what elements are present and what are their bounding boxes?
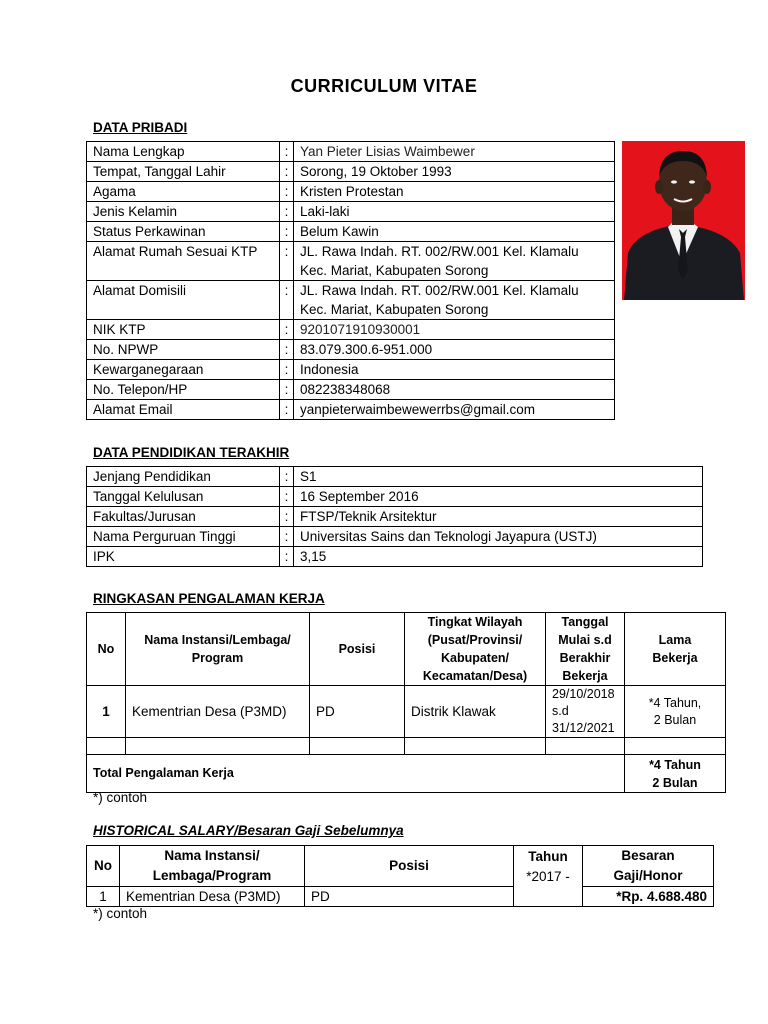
table-row [87,162,615,182]
value-line: Kristen Protestan [300,184,404,199]
row-value [294,182,615,202]
row-colon: : [280,507,294,527]
value-line: 83.079.300.6-951.000 [300,342,433,357]
table-row [87,547,703,567]
row-label: Kewarganegaraan [87,360,280,380]
col-header-no: No [87,846,120,887]
table-row [87,222,615,242]
work-experience-table [86,612,726,793]
row-colon: : [280,340,294,360]
cell-posisi: PD [310,686,405,738]
table-row [87,467,703,487]
row-value: S1 [294,467,703,487]
row-colon: : [280,281,294,320]
row-value: Universitas Sains dan Teknologi Jayapura (USTJ) [294,527,703,547]
row-label: Alamat Email [87,400,280,420]
page-title: CURRICULUM VITAE [290,76,478,96]
value-line: Yan Pieter Lisias Waimbewer [300,144,475,159]
value-line: JL. Rawa Indah. RT. 002/RW.001 Kel. Klamalu [300,244,579,259]
row-label: Status Perkawinan [87,222,280,242]
total-value: *4 Tahun 2 Bulan [625,755,726,793]
value-line: Sorong, 19 Oktober 1993 [300,164,452,179]
row-colon: : [280,487,294,507]
row-value [294,400,615,420]
portrait-illustration [622,141,745,300]
row-label: Fakultas/Jurusan [87,507,280,527]
cell-tanggal: 29/10/2018 s.d 31/12/2021 [546,686,625,738]
value-line: JL. Rawa Indah. RT. 002/RW.001 Kel. Klamalu [300,283,579,298]
table-row [87,360,615,380]
col-header-wilayah: Tingkat Wilayah (Pusat/Provinsi/ Kabupaten/ Kecamatan/Desa) [405,613,546,686]
row-value [294,222,615,242]
value-line: Kec. Mariat, Kabupaten Sorong [300,263,489,278]
education-table [86,466,703,567]
row-label: Tanggal Kelulusan [87,487,280,507]
table-row-total [87,755,726,793]
row-colon: : [280,242,294,281]
row-label: No. NPWP [87,340,280,360]
row-value: FTSP/Teknik Arsitektur [294,507,703,527]
value-line: Laki-laki [300,204,350,219]
row-label: Alamat Rumah Sesuai KTP [87,242,280,281]
table-row [87,202,615,222]
row-colon: : [280,202,294,222]
value-line: 9201071910930001 [300,322,421,337]
table-row [87,320,615,340]
row-value [294,281,615,320]
row-colon: : [280,360,294,380]
row-label: Jenis Kelamin [87,202,280,222]
row-value: 3,15 [294,547,703,567]
table-row [87,142,615,162]
table-row [87,380,615,400]
cell-no: 1 [87,887,120,907]
col-header-tahun: Tahun *2017 - [514,846,583,907]
col-header-instansi: Nama Instansi/Lembaga/ Program [126,613,310,686]
row-label: Tempat, Tanggal Lahir [87,162,280,182]
row-value [294,320,615,340]
cell-instansi: Kementrian Desa (P3MD) [120,887,305,907]
row-value [294,162,615,182]
value-line: Kec. Mariat, Kabupaten Sorong [300,302,489,317]
table-row [87,281,615,320]
row-label: NIK KTP [87,320,280,340]
row-value [294,380,615,400]
col-header-lama: Lama Bekerja [625,613,726,686]
row-colon: : [280,182,294,202]
row-colon: : [280,142,294,162]
row-label: Alamat Domisili [87,281,280,320]
cell-no: 1 [87,686,126,738]
table-row [87,400,615,420]
footnote-kerja: *) contoh [93,790,148,805]
row-label: Nama Perguruan Tinggi [87,527,280,547]
row-colon: : [280,467,294,487]
cell-lama: *4 Tahun, 2 Bulan [625,686,726,738]
salary-table [86,845,714,907]
table-row [87,527,703,547]
footnote-gaji: *) contoh [93,906,148,921]
table-header-row [87,613,726,686]
row-value [294,242,615,281]
row-label: Jenjang Pendidikan [87,467,280,487]
row-colon: : [280,380,294,400]
value-line: yanpieterwaimbewewerrbs@gmail.com [300,402,536,417]
row-value [294,202,615,222]
cell-wilayah: Distrik Klawak [405,686,546,738]
profile-photo [622,141,745,300]
section-heading-pengalaman: RINGKASAN PENGALAMAN KERJA [93,591,325,606]
table-row [87,507,703,527]
section-heading-pribadi: DATA PRIBADI [93,120,188,135]
row-value [294,340,615,360]
table-row [87,182,615,202]
cell-instansi: Kementrian Desa (P3MD) [126,686,310,738]
table-row-empty [87,738,726,755]
value-line: Belum Kawin [300,224,379,239]
row-colon: : [280,162,294,182]
col-header-tanggal: Tanggal Mulai s.d Berakhir Bekerja [546,613,625,686]
section-heading-gaji: HISTORICAL SALARY/Besaran Gaji Sebelumnya [93,823,404,838]
row-label: Nama Lengkap [87,142,280,162]
row-label: Agama [87,182,280,202]
row-colon: : [280,320,294,340]
col-header-no: No [87,613,126,686]
row-colon: : [280,527,294,547]
row-label: IPK [87,547,280,567]
row-value [294,360,615,380]
row-colon: : [280,222,294,242]
row-value [294,142,615,162]
section-heading-pendidikan: DATA PENDIDIKAN TERAKHIR [93,445,290,460]
total-label: Total Pengalaman Kerja [87,755,625,793]
table-row [87,242,615,281]
value-line: Indonesia [300,362,359,377]
col-header-posisi: Posisi [310,613,405,686]
row-label: No. Telepon/HP [87,380,280,400]
col-header-instansi: Nama Instansi/ Lembaga/Program [120,846,305,887]
table-row [87,887,714,907]
table-header-row [87,846,714,887]
col-header-posisi: Posisi [305,846,514,887]
row-value: 16 September 2016 [294,487,703,507]
cell-besaran: *Rp. 4.688.480 [583,887,714,907]
cell-posisi: PD [305,887,514,907]
value-line: 082238348068 [300,382,391,397]
col-header-besaran: Besaran Gaji/Honor [583,846,714,887]
row-colon: : [280,547,294,567]
table-row [87,686,726,738]
table-row [87,487,703,507]
row-colon: : [280,400,294,420]
personal-data-table [86,141,615,420]
table-row [87,340,615,360]
